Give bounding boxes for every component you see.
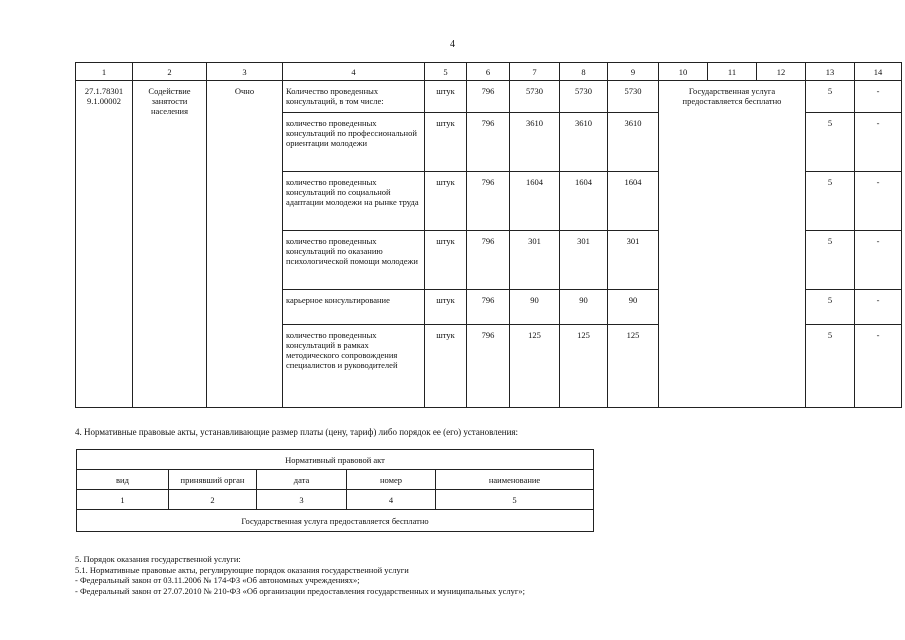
col-number: 1 [77, 490, 169, 510]
table-row [76, 81, 902, 113]
value-col13: 5 [806, 231, 855, 290]
col-header: вид [77, 470, 169, 490]
col-header: 11 [708, 63, 757, 81]
value-col8: 90 [560, 290, 608, 325]
value-col9: 1604 [608, 172, 659, 231]
table-title-row [77, 450, 594, 470]
unit: штук [425, 113, 467, 172]
value-col7: 3610 [510, 113, 560, 172]
value-col8: 1604 [560, 172, 608, 231]
value-col13: 5 [806, 325, 855, 408]
value-col7: 5730 [510, 81, 560, 113]
col-header: 2 [133, 63, 207, 81]
col-header: 4 [283, 63, 425, 81]
table-title: Нормативный правовой акт [77, 450, 594, 470]
value-col7: 301 [510, 231, 560, 290]
indicator-name: количество проведенных консультаций по социальной адаптации молодежи на рынке труда [283, 172, 425, 231]
law-item: - Федеральный закон от 27.07.2010 № 210-ФЗ «Об организации предоставления государственных и муниципальных услуг»; [75, 585, 525, 596]
service-name: Содействие занятости населения [133, 81, 207, 408]
unit: штук [425, 290, 467, 325]
indicator-name: количество проведенных консультаций по оказанию психологической помощи молодежи [283, 231, 425, 290]
value-col7: 125 [510, 325, 560, 408]
indicator-name: Количество проведенных консультаций, в том числе: [283, 81, 425, 113]
col-header: 14 [855, 63, 902, 81]
unit: штук [425, 81, 467, 113]
col-header: 8 [560, 63, 608, 81]
value-col14: - [855, 290, 902, 325]
value-col13: 5 [806, 290, 855, 325]
table-row [77, 510, 594, 532]
section-5-heading: 5. Порядок оказания государственной услуги: [75, 554, 241, 564]
value-col14: - [855, 113, 902, 172]
value-col8: 3610 [560, 113, 608, 172]
legal-acts-table [76, 449, 594, 532]
value-col9: 3610 [608, 113, 659, 172]
okei-code: 796 [467, 290, 510, 325]
value-col14: - [855, 172, 902, 231]
column-number-row [76, 63, 902, 81]
okei-code: 796 [467, 325, 510, 408]
section-5 [75, 554, 525, 596]
value-col9: 90 [608, 290, 659, 325]
col-header: дата [257, 470, 347, 490]
value-col7: 90 [510, 290, 560, 325]
col-header: наименование [436, 470, 594, 490]
col-header: 3 [207, 63, 283, 81]
value-col7: 1604 [510, 172, 560, 231]
value-col13: 5 [806, 113, 855, 172]
value-col8: 301 [560, 231, 608, 290]
col-header: 7 [510, 63, 560, 81]
value-col9: 5730 [608, 81, 659, 113]
indicator-name: карьерное консультирование [283, 290, 425, 325]
unit: штук [425, 172, 467, 231]
value-col8: 5730 [560, 81, 608, 113]
col-header: номер [347, 470, 436, 490]
registry-code: 27.1.78301 9.1.00002 [76, 81, 133, 408]
column-number-row [77, 490, 594, 510]
col-header: принявший орган [169, 470, 257, 490]
okei-code: 796 [467, 231, 510, 290]
service-form: Очно [207, 81, 283, 408]
col-header: 1 [76, 63, 133, 81]
okei-code: 796 [467, 113, 510, 172]
service-volume-table [75, 62, 902, 408]
value-col14: - [855, 231, 902, 290]
col-header: 10 [659, 63, 708, 81]
section-5-1-heading: 5.1. Нормативные правовые акты, регулирующие порядок оказания государственной услуги [75, 564, 409, 575]
col-number: 2 [169, 490, 257, 510]
unit: штук [425, 231, 467, 290]
col-number: 5 [436, 490, 594, 510]
section-4-heading: 4. Нормативные правовые акты, устанавливающие размер платы (цену, тариф) либо порядок ее (его) установления: [75, 427, 519, 437]
header-row [77, 470, 594, 490]
col-header: 6 [467, 63, 510, 81]
okei-code: 796 [467, 81, 510, 113]
value-col13: 5 [806, 81, 855, 113]
page-number: 4 [450, 39, 455, 50]
value-col13: 5 [806, 172, 855, 231]
free-service-note: Государственная услуга предоставляется бесплатно [77, 510, 594, 532]
col-header: 12 [757, 63, 806, 81]
okei-code: 796 [467, 172, 510, 231]
law-item: - Федеральный закон от 03.11.2006 № 174-ФЗ «Об автономных учреждениях»; [75, 575, 360, 585]
value-col14: - [855, 81, 902, 113]
indicator-name: количество проведенных консультаций по профессиональной ориентации молодежи [283, 113, 425, 172]
value-col14: - [855, 325, 902, 408]
col-number: 3 [257, 490, 347, 510]
value-col9: 301 [608, 231, 659, 290]
col-header: 5 [425, 63, 467, 81]
free-service-note: Государственная услуга предоставляется бесплатно [659, 81, 806, 408]
col-header: 13 [806, 63, 855, 81]
indicator-name: количество проведенных консультаций в рамках методического сопровождения специалистов и руководителей [283, 325, 425, 408]
col-number: 4 [347, 490, 436, 510]
value-col8: 125 [560, 325, 608, 408]
col-header: 9 [608, 63, 659, 81]
unit: штук [425, 325, 467, 408]
value-col9: 125 [608, 325, 659, 408]
